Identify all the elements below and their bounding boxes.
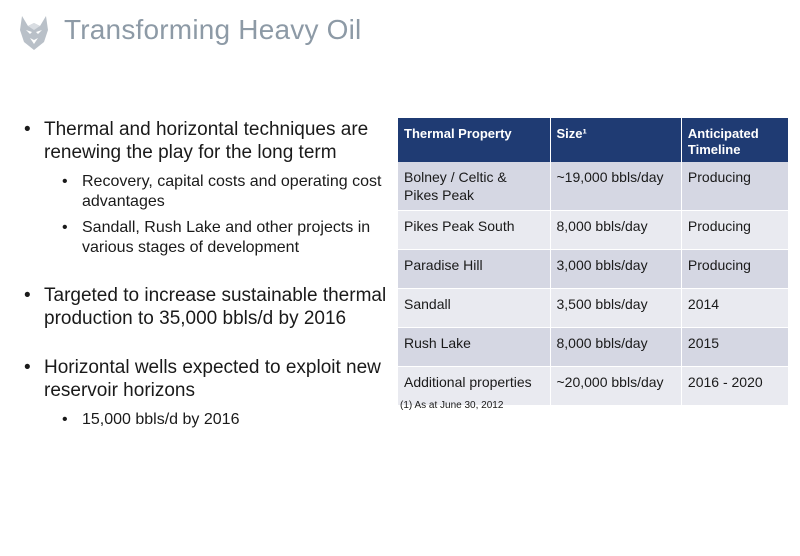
table-cell: Additional properties (398, 367, 550, 406)
table-row (398, 162, 788, 211)
table-cell: 8,000 bbls/day (550, 211, 681, 250)
table-cell: Producing (681, 250, 788, 289)
table-cell: Pikes Peak South (398, 211, 550, 250)
bullet-item (24, 284, 394, 330)
bullet-list (24, 118, 394, 440)
table-row (398, 328, 788, 367)
table-cell: 2015 (681, 328, 788, 367)
bullet-text: Horizontal wells expected to exploit new reservoir horizons (44, 357, 381, 401)
table-row (398, 250, 788, 289)
sub-bullet-item: • Sandall, Rush Lake and other projects in various stages of development (44, 218, 394, 258)
column-header-timeline: Anticipated Timeline (681, 118, 788, 162)
column-header-property: Thermal Property (398, 118, 550, 162)
bullet-text: Targeted to increase sustainable thermal production to 35,000 bbls/d by 2016 (44, 285, 387, 329)
sub-bullet-item: • Recovery, capital costs and operating cost advantages (44, 172, 394, 212)
table-cell: 3,500 bbls/day (550, 289, 681, 328)
table-cell: 2014 (681, 289, 788, 328)
thermal-property-table (398, 118, 788, 406)
table-header-row (398, 118, 788, 162)
table-row (398, 211, 788, 250)
bullet-item (24, 118, 394, 258)
bullet-item (24, 356, 394, 430)
husky-logo-icon (12, 10, 56, 54)
sub-bullet-item: • 15,000 bbls/d by 2016 (44, 410, 394, 430)
table-row (398, 289, 788, 328)
column-header-size: Size¹ (550, 118, 681, 162)
table-cell: 8,000 bbls/day (550, 328, 681, 367)
page-title: Transforming Heavy Oil (64, 14, 362, 45)
table-cell: 2016 - 2020 (681, 367, 788, 406)
table-cell: Bolney / Celtic & Pikes Peak (398, 162, 550, 211)
table-cell: Paradise Hill (398, 250, 550, 289)
table-footnote: (1) As at June 30, 2012 (400, 400, 504, 411)
table-cell: Producing (681, 211, 788, 250)
table-cell: 3,000 bbls/day (550, 250, 681, 289)
table-cell: Sandall (398, 289, 550, 328)
bullet-text: Thermal and horizontal techniques are renewing the play for the long term (44, 119, 369, 163)
table-cell: ~20,000 bbls/day (550, 367, 681, 406)
table-cell: ~19,000 bbls/day (550, 162, 681, 211)
table-cell: Producing (681, 162, 788, 211)
table-cell: Rush Lake (398, 328, 550, 367)
